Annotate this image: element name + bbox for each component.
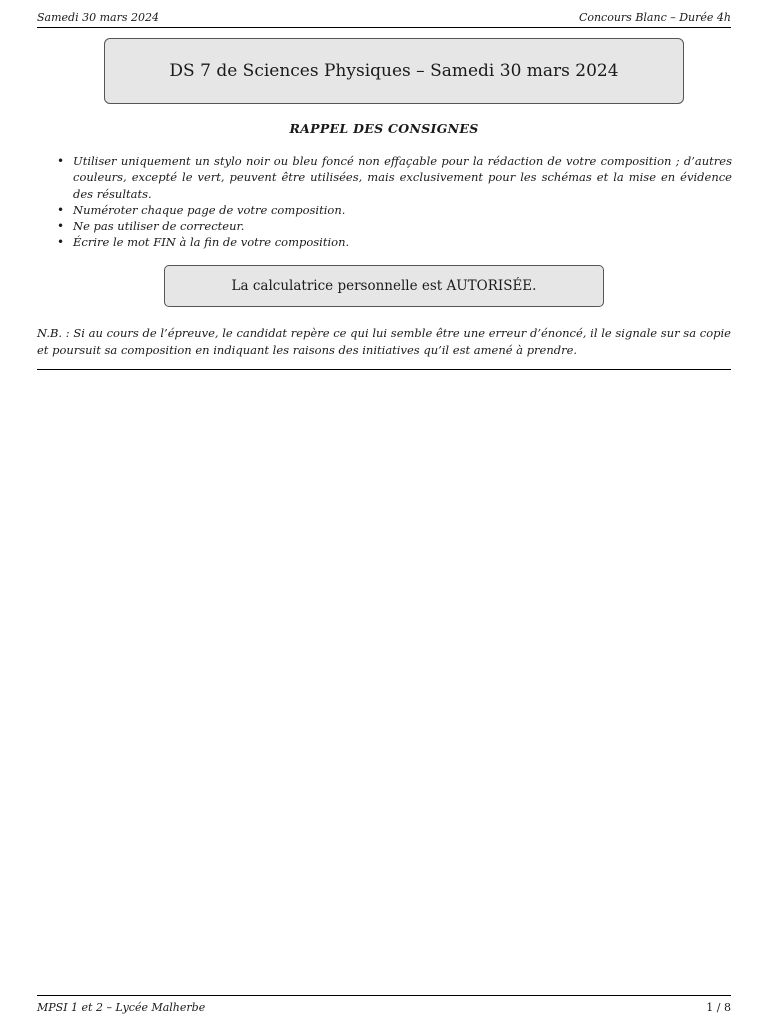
page-number (706, 1001, 731, 1014)
header-exam-info: Concours Blanc – Durée 4h (578, 11, 731, 24)
title-box (104, 38, 684, 104)
page-footer (37, 995, 731, 1016)
footer-school: MPSI 1 et 2 – Lycée Malherbe (37, 1001, 206, 1014)
page-current: 1 (706, 1001, 714, 1014)
document-title: DS 7 de Sciences Physiques – Samedi 30 mars 2024 (169, 61, 619, 81)
bullet-icon: • (57, 154, 65, 168)
instruction-text: Utiliser uniquement un stylo noir ou bleu foncé non effaçable pour la rédaction de votre composition ; d’autres couleurs, excepté le vert, peuvent être utilisées, mais exclusivement pour les schémas et la mise en évidence des résultats. (73, 154, 732, 201)
bullet-icon: • (57, 219, 65, 234)
header-date: Samedi 30 mars 2024 (37, 11, 159, 24)
calculator-notice-box (164, 265, 604, 307)
nb-note: N.B. : Si au cours de l’épreuve, le candidat repère ce qui lui semble être une erreur d’énoncé, il le signale sur sa copie et poursuit sa composition en indiquant les raisons des initiatives qu’il est amené à prendre. (37, 326, 731, 357)
instruction-text: Numéroter chaque page de votre composition. (73, 202, 346, 217)
instruction-text: Ne pas utiliser de correcteur. (73, 219, 245, 234)
list-item (55, 202, 732, 218)
bullet-icon: • (57, 235, 65, 250)
instructions-list (55, 153, 732, 251)
page-separator: / (713, 1001, 724, 1014)
bullet-icon: • (57, 202, 65, 217)
section-title: RAPPEL DES CONSIGNES (289, 121, 479, 136)
section-divider (37, 369, 731, 370)
list-item (55, 153, 732, 202)
calculator-notice: La calculatrice personnelle est AUTORISÉE. (231, 278, 537, 294)
page-total: 8 (724, 1001, 731, 1014)
instruction-text: Écrire le mot FIN à la fin de votre composition. (73, 235, 350, 250)
list-item (55, 218, 732, 234)
list-item (55, 234, 732, 250)
page-header (37, 10, 731, 28)
